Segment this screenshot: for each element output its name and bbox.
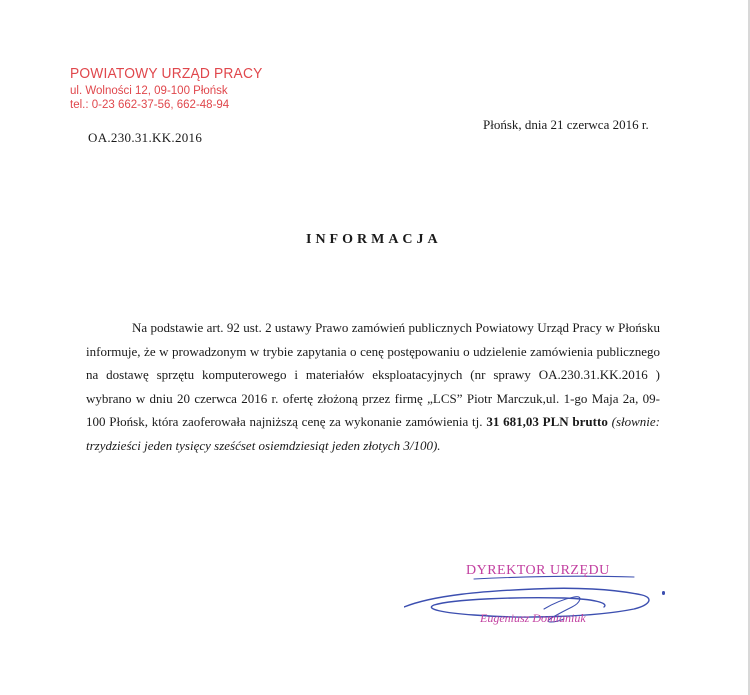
document-reference-number: OA.230.31.KK.2016 (88, 130, 203, 145)
signature-title: DYREKTOR URZĘDU (466, 563, 610, 578)
amount-in-words: (słownie: trzydzieści jeden tysięcy sześćset osiemdziesiąt jeden złotych 3/100). (86, 414, 661, 453)
stamp-phone: tel.: 0-23 662-37-56, 662-48-94 (70, 99, 230, 112)
contract-amount: 31 681,03 PLN brutto (486, 414, 608, 430)
document-heading: INFORMACJA (306, 232, 442, 247)
paragraph-main-text: Na podstawie art. 92 ust. 2 ustawy Prawo zamówień publicznych Powiatowy Urząd Pracy w Płońsku informuje, że w prowadzonym w trybie zapytania o cenę postępowaniu o udzielenie zamówienia publicznego na dostawę sprzętu komputerowego i materiałów eksploatacyjnych (nr sprawy OA.230.31.KK.2016 ) wybrano w dniu 20 czerwca 2016 r. ofertę złożoną przez firmę „LCS” Piotr Marczuk,ul. 1-go Maja 2a, 09-100 Płońsk, która zaoferowała najniższą cenę za wykonanie zamówienia tj. (86, 320, 660, 430)
ink-dot (662, 591, 665, 595)
signatory-name: Eugeniusz Domianiuk (480, 611, 586, 625)
place-and-date: Płońsk, dnia 21 czerwca 2016 r. (483, 117, 649, 132)
office-stamp (70, 64, 279, 113)
stamp-address: ul. Wolności 12, 09-100 Płońsk (70, 84, 228, 97)
signature-block (404, 555, 674, 655)
announcement-paragraph (86, 316, 660, 458)
stamp-office-name: POWIATOWY URZĄD PRACY (70, 65, 263, 82)
